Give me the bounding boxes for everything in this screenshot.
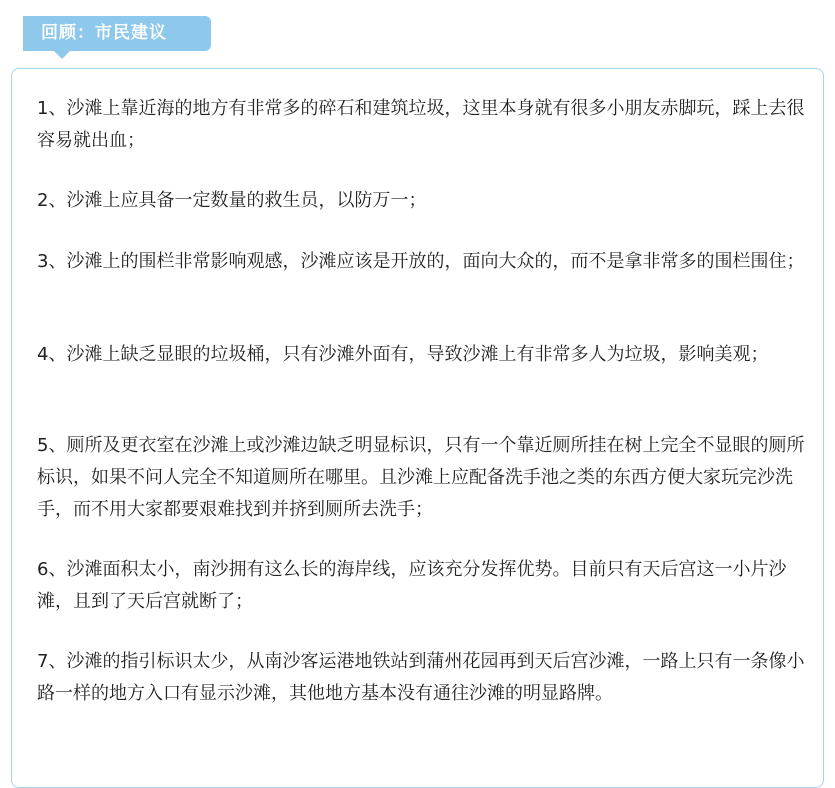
section-title: 回顾：市民建议 xyxy=(41,23,167,43)
suggestion-item-4: 4、沙滩上缺乏显眼的垃圾桶，只有沙滩外面有，导致沙滩上有非常多人为垃圾，影响美观； xyxy=(37,344,769,365)
suggestion-item-3: 3、沙滩上的围栏非常影响观感，沙滩应该是开放的，面向大众的，而不是拿非常多的围栏围住； xyxy=(37,251,805,272)
section-title-tag xyxy=(23,16,211,51)
suggestion-item-5: 5、厕所及更衣室在沙滩上或沙滩边缺乏明显标识，只有一个靠近厕所挂在树上完全不显眼的厕所标识，如果不问人完全不知道厕所在哪里。且沙滩上应配备洗手池之类的东西方便大家玩完沙洗手，而不用大家都要艰难找到并挤到厕所去洗手； xyxy=(37,435,805,520)
suggestion-item-6: 6、沙滩面积太小，南沙拥有这么长的海岸线，应该充分发挥优势。目前只有天后宫这一小片沙滩，且到了天后宫就断了； xyxy=(37,559,787,612)
suggestion-item-7: 7、沙滩的指引标识太少，从南沙客运港地铁站到蒲州花园再到天后宫沙滩，一路上只有一条像小路一样的地方入口有显示沙滩，其他地方基本没有通往沙滩的明显路牌。 xyxy=(37,651,805,704)
suggestion-item-1: 1、沙滩上靠近海的地方有非常多的碎石和建筑垃圾，这里本身就有很多小朋友赤脚玩，踩上去很容易就出血； xyxy=(37,98,805,151)
suggestion-item-2: 2、沙滩上应具备一定数量的救生员，以防万一； xyxy=(37,190,427,211)
